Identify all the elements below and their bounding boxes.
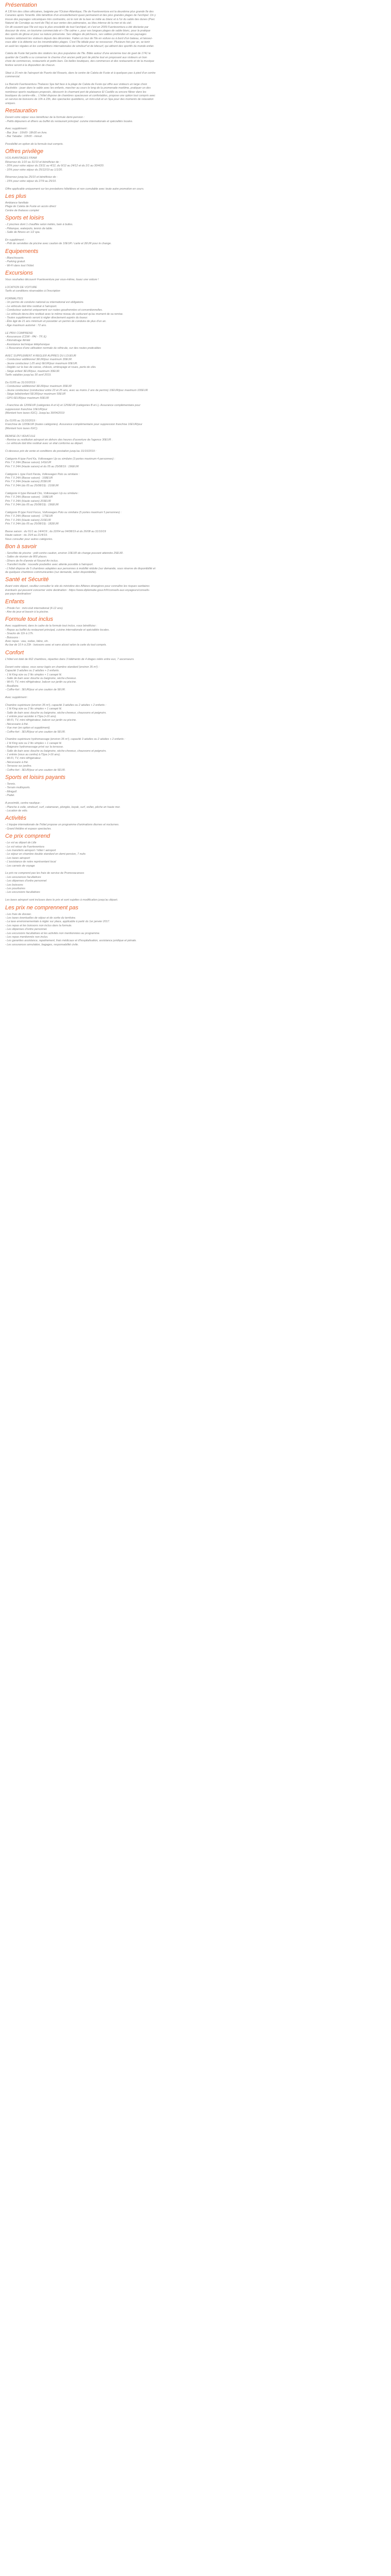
text-line: - Bouilloire.	[5, 684, 19, 688]
section-body	[5, 10, 386, 106]
text-line: d'activités : jouer dans le sable avec les enfants, marcher au cours le long de la promenade maritime, pratiquer un des	[5, 87, 151, 90]
text-line: - Planche à voile, windsurf, surf, catamaran, plongée, kayak, surf, voilier, pêche en haute mer.	[5, 805, 121, 809]
text-line: - Le véhicule doit être restitué à l'aéroport.	[5, 304, 57, 308]
blank-line	[5, 328, 386, 331]
text-line: Durant votre séjour, vous serez logés en chambre standard (environ 35 m²) :	[5, 665, 100, 669]
text-line: Vous souhaitez découvrir Fuerteventura par vous-même, louez une voiture !	[5, 278, 99, 281]
text-line: Tarifs et conditions réservables à l'inscription	[5, 290, 60, 293]
blank-line	[5, 446, 386, 450]
text-line: - Siège bébé/enfant 5EUR/jour maximum 50EUR	[5, 393, 66, 396]
blank-line	[5, 895, 386, 899]
section-title: Formule tout inclus	[5, 616, 53, 623]
text-line: Haute saison : du 15/4 au 21/4/19.	[5, 534, 48, 537]
text-line: - Les taxes aéroport	[5, 856, 30, 860]
blank-line	[5, 700, 386, 703]
text-line: - Salle de bain avec douche ou baignoire, sèche-cheveux.	[5, 676, 77, 680]
text-line: de quelques chambres communicantes (sur demande, selon disponibilité).	[5, 571, 97, 574]
text-line: - Aire de jeux et bassin à la piscine.	[5, 611, 49, 614]
text-line: - Bar Tabaibe : 10h00 - minuit.	[5, 135, 43, 139]
text-line: - Snacks de 11h à 17h.	[5, 632, 34, 636]
text-line: - Grand théâtre et espace spectacles.	[5, 827, 52, 831]
text-line: En supplément :	[5, 238, 25, 242]
text-line: des sports de glisse et pour sa nature préservée. Ses villages de pêcheurs, ses vallées profondes et ses paysages	[5, 33, 146, 37]
blank-line	[5, 798, 386, 802]
text-line: - La taxe environnementale à régler sur place, applicable à partir du 1er janvier 2017.	[5, 920, 110, 924]
section-body	[5, 841, 386, 903]
text-line: A proximité, centre nautique :	[5, 802, 41, 805]
text-line: festive seront à la disposition de chacun.	[5, 63, 56, 67]
section-body	[5, 552, 386, 574]
text-line: Naturel de Corralejo au nord de l'île) et aux vertes des palmeraies, au bleu intense de la mer et du ciel.	[5, 22, 132, 25]
text-line: lunaires séduisent les visiteurs depuis des décennies. Faites un tour de l'île en voiture ou à bord d'un bateau, et laissez-	[5, 37, 153, 40]
text-line: - Les frais de dossier.	[5, 912, 32, 916]
section-title: Les prix ne comprennent pas	[5, 904, 78, 911]
section-ce-prix-comprend	[5, 833, 386, 903]
blank-line	[5, 124, 386, 127]
text-line: AVEC SUPPLEMENT A REGLER AUPRES DU LOUEUR	[5, 354, 76, 358]
text-line: Franchise de 1200EUR (toutes catégories). Assurance complémentaire pour suppression franchise 16EUR/jour	[5, 423, 142, 427]
blank-line	[5, 416, 386, 419]
text-line: Avant votre départ, veuillez consulter le site du ministère des Affaires étrangères pour connaître les risques sanitaires	[5, 585, 150, 588]
text-line: - Les carnets de voyage	[5, 864, 35, 868]
text-line: - Siège enfant 3EUR/jour, maximum 30EUR.	[5, 369, 60, 373]
text-line: Prix 7 X 24H (Haute saison) et du 05 au 25/08/19 : 196EUR	[5, 465, 79, 468]
text-line: - Servi/bte de piscine : prêt contre caution, environ 10EUR de change pouvant atteindre 25EUR.	[5, 551, 124, 555]
text-line: Chambre supérieure hydromassage (environ 35 m²), capacité 3 adultes ou 2 adultes + 2 enfants :	[5, 738, 125, 741]
blank-line	[5, 431, 386, 434]
section-title: Offres privilège	[5, 148, 43, 155]
section-title: Bon à savoir	[5, 543, 37, 550]
text-line: Le Barceló Fuerteventura Thalasso Spa fait face à la plage de Caleta de Fuste qui offre aux visiteurs un large choix	[5, 82, 148, 86]
text-line: - Le véhicule doit être restitué avec un état conforme au départ.	[5, 442, 84, 446]
text-line: - 10% pour votre séjour du 25/12/19 au 1/1/20.	[5, 168, 63, 172]
text-line: - Nécessaire à thé.	[5, 722, 29, 726]
text-line: - Wi-Fi dans tout l'hôtel.	[5, 264, 35, 267]
text-line: Durant votre séjour vous bénéficiez de la formule demi-pension :	[5, 116, 85, 120]
text-line: - Transfert inutile : nouvelle poubelles avec attente possible à l'aéroport.	[5, 563, 94, 567]
text-line: douceur de vivre, un tourisme commerciale et « l'île calme », pour ses longues plages de sable blanc, pour la pratique	[5, 29, 151, 33]
text-line: Canaries après Tenerife. Elle bénéficie d'un ensoleillement quasi permanent et des plus grandes plages de l'archipel. On y	[5, 14, 156, 18]
text-line: Prix 7 X 24H (Basse saison) : 175EUR	[5, 515, 53, 518]
text-line: - Âge maximum autorisé : 72 ans.	[5, 324, 47, 327]
text-line: LOCATION DE VOITURE	[5, 285, 37, 289]
section-title: Excursions	[5, 269, 33, 276]
section-sante-et-securite	[5, 577, 386, 596]
text-line: Catégorie H type Renault Clio, Volkswagen Up ou similaire :	[5, 492, 79, 495]
text-line: - Salle de bain avec douche ou baignoire, sèche-cheveux, chaussons et peignoirs.	[5, 749, 107, 753]
text-line: - Les repas mentionnés non inclus.	[5, 936, 48, 939]
section-body	[5, 658, 386, 772]
text-line: - Prixde l'un : mini-club international (4-12 ans).	[5, 606, 63, 610]
section-body	[5, 157, 386, 191]
text-line: - Les excursions facultatives	[5, 891, 40, 894]
text-line: - Les garanties assistance, rapatriement, frais médicaux et d'hospitalisation, assistance juridique et pénale.	[5, 939, 137, 943]
text-line: - Salle de fitness en 1/2 spa.	[5, 231, 41, 234]
text-line: uniques.	[5, 101, 16, 105]
text-line: - Le vol retour de Fuerteventura	[5, 845, 44, 849]
section-sports-et-loisirs	[5, 215, 386, 246]
text-line: - 1 entrée (vous au centre) à l'Spa (+16 ans).	[5, 753, 61, 757]
text-line: - Location de vélo.	[5, 809, 28, 812]
blank-line	[5, 868, 386, 872]
text-line: Le prix ne comprend pas les frais de service de Promovacances	[5, 872, 85, 875]
section-title: Enfants	[5, 598, 25, 605]
blank-line	[5, 507, 386, 511]
text-line: Chambre supérieure (environ 35 m²), capacité 3 adultes ou 2 adultes + 2 enfants :	[5, 703, 106, 707]
text-line: - Assurances (CDW - PAI - TP, E)	[5, 335, 46, 339]
text-line: (Montant hors taxes IGIC). Jusqu'au 30/04/2019	[5, 412, 64, 415]
section-excursions	[5, 270, 386, 541]
text-line: Les taxes aéroport sont incluses dans le prix et sont sujettes à modification jusqu'au départ.	[5, 899, 118, 902]
section-les-plus	[5, 193, 386, 213]
text-line: Capacité 3 adultes ou 2 adultes + 2 enfants.	[5, 669, 60, 673]
text-line: Avec supplément :	[5, 696, 28, 699]
text-line: quartier de Castillo a su conserver le charme d'un ancien petit port de pêche tout en proposant aux visiteurs un bon	[5, 56, 147, 59]
blank-line	[5, 351, 386, 354]
text-line: - Être âgé de 21 ans minimum et posséder un permis de conduire de plus d'un an.	[5, 320, 107, 324]
text-line: Caleta de Fuste fait partie des stations les plus populaires de l'île. Bâtie autour d'une ancienne tour de guet de 1741 le	[5, 52, 151, 56]
blank-line	[5, 48, 386, 52]
text-line: - L'Assurance d'une utilisation normale du véhicule, sur des routes praticables	[5, 347, 101, 350]
text-line: - Franchise de 1200EUR (catégories A et H) et 1250EUR (catégories B et L). Assurance complémentaire pour	[5, 404, 141, 408]
section-body	[5, 201, 386, 213]
text-line: - Dégâts sur le bas de caisse, châssis, embrayage et roues, perte de clés.	[5, 366, 96, 369]
text-line: Au bar de 10 h à 23h : boissons avec et sans alcool selon la carte du tout compris.	[5, 643, 107, 647]
text-line: VOS AVANTAGES FRAM	[5, 157, 37, 160]
section-activites	[5, 815, 386, 831]
section-title: Confort	[5, 649, 24, 656]
section-body	[5, 257, 386, 268]
text-line: - Jeune conducteur (-25 ans) 6EUR/jour maximum 60EUR.	[5, 362, 78, 365]
text-line: - Jeune conducteur (conducteur entre 23 et 25 ans, avec au moins 2 ans de permis) 10EUR/jour maximum 100EUR	[5, 388, 148, 392]
section-body	[5, 607, 386, 615]
text-line: Avec supplément :	[5, 127, 28, 131]
blank-line	[5, 172, 386, 176]
blank-line	[5, 488, 386, 492]
text-line: Du 01/05 au 31/10/2019 :	[5, 381, 37, 384]
text-line: Avec supplément, dans le cadre de la formule tout inclus, vous bénéficiez :	[5, 624, 97, 628]
text-line: - Wi-Fi, TV, mini réfrigérateur, balcon sur jardin ou piscine.	[5, 719, 77, 722]
text-line: Tarifs valables jusqu'au 30 avril 2019.	[5, 374, 52, 377]
text-line: - Assistance technique téléphonique	[5, 343, 50, 346]
text-line: - 15% pour votre séjour du 27/9 au 25/10.	[5, 179, 57, 183]
text-line: - Coffre-fort : 3EUR/jour et une caution de 5EUR.	[5, 688, 66, 692]
text-line: - Padel.	[5, 794, 15, 798]
section-body	[5, 223, 386, 246]
section-sports-et-loisirs-payants	[5, 774, 386, 813]
blank-line	[5, 139, 386, 143]
section-body	[5, 624, 386, 647]
text-line: - Un permis de conduire national ou international est obligatoire.	[5, 301, 84, 304]
text-line: choix de commerces, restaurants et petits bars. De belles boutiques, des commerces et des restaurants et de la musique	[5, 60, 154, 63]
text-line: - Coffre-fort : 3EUR/jour et une caution de 5EUR.	[5, 730, 66, 734]
text-line: commercial.	[5, 75, 21, 78]
section-enfants	[5, 599, 386, 615]
blank-line	[5, 662, 386, 665]
text-line: REMISE DU VEHICULE	[5, 434, 36, 438]
section-bon-a-savoir	[5, 544, 386, 574]
text-line: Réservez jusqu'au 25/10 et bénéficiez de :	[5, 176, 58, 179]
blank-line	[5, 235, 386, 239]
text-line: nombreux sports nautiques proposés, découvrir le charmant port de plaisance El Castillo ou encore flâner dans les	[5, 90, 146, 94]
text-line: (Montant hors taxes IGIC).	[5, 427, 38, 430]
text-line: boutiques du centre-ville... L'hôtel dispose de chambres spacieuses et confortables, propose une option tout compris avec	[5, 94, 156, 97]
text-line: suppression franchise 10EUR/jour	[5, 408, 47, 411]
blank-line	[5, 734, 386, 738]
text-line: Prix 7 X 24H (Haute saison) 203EUR	[5, 480, 51, 484]
section-title: Activités	[5, 815, 26, 822]
text-line: Possibilité en option de la formule tout compris.	[5, 143, 63, 146]
text-line: - Les pourboires	[5, 887, 25, 890]
blank-line	[5, 183, 386, 187]
text-line: Situé à 15 min de l'aéroport de Puerto del Rosario, dans le centre de Caleta de Fuste et à quelques pas à pied d'un centre	[5, 71, 156, 75]
text-line: - Les taxes éventuelles de séjour et de sortie du territoire.	[5, 917, 76, 920]
text-line: Réservez du 1/10 au 31/10 et bénéficiez de :	[5, 160, 60, 164]
text-line: - Minigolf.	[5, 790, 18, 793]
text-line: - Kilométrage illimité	[5, 339, 30, 343]
text-line: - L'équipe internationale de l'hôtel propose un programme d'animations diurnes et nocturnes.	[5, 823, 120, 827]
text-line: - Nécessaire à thé.	[5, 760, 29, 764]
section-body	[5, 783, 386, 813]
section-offres-privilege	[5, 148, 386, 191]
section-restauration	[5, 108, 386, 146]
blank-line	[5, 67, 386, 71]
text-line: Prix 7 X 24H (du 05 au 25/08/19) : 210EUR	[5, 484, 59, 487]
section-title: Présentation	[5, 2, 37, 8]
text-line: Prix 7 X 24H (du 05 au 25/08/19) : 196EUR	[5, 503, 59, 506]
text-line: par-pays-destination/	[5, 592, 31, 596]
text-line: - Wi-Fi, TV, mini réfrigérateur.	[5, 757, 42, 760]
text-line: - Tennis.	[5, 783, 16, 786]
section-title: Santé et Sécurité	[5, 577, 49, 583]
blank-line	[5, 79, 386, 82]
text-line: - Les boissons	[5, 883, 23, 887]
text-line: - 1 lit King size ou 2 lits simples + 1 canapé lit.	[5, 707, 62, 711]
text-line: - Conducteur autorisé uniquement sur routes goudronnées et conventionnelles.	[5, 309, 103, 312]
text-line: - Terrain multisports.	[5, 786, 30, 790]
blank-line	[5, 400, 386, 404]
text-line: Prix 7 X 24H (Basse saison) 141EUR	[5, 461, 52, 465]
text-line: Basse saison : du 01/1 au 14/4/19 ; du 22/04 au 04/08/19 et du 26/08 au 31/10/19	[5, 530, 106, 533]
section-body	[5, 823, 386, 831]
text-line: Catégorie L type Ford Fiesta, Volkswagen Polo ou similaire :	[5, 472, 80, 476]
text-line: L'hôtel est doté de 662 chambres, réparties dans 3 bâtiments de 4 étages reliés entre eux, 7 ascenseurs.	[5, 657, 135, 661]
text-line: - 20% pour votre séjour du 23/11 au 4/12, du 9/12 au 24/12 et du 2/1 au 30/4/20.	[5, 164, 105, 168]
text-line: - Boissons :	[5, 636, 20, 639]
text-line: - Les transferts aéroport / hôtel / aéroport	[5, 849, 56, 852]
text-line: Catégorie A type Ford Ka, Volkswagen Up ou similaire (3 portes maximum 4 personnes) :	[5, 457, 116, 461]
section-equipements	[5, 248, 386, 268]
text-line: - Les excursions facultatives et les activités non mentionnées au programme.	[5, 931, 100, 935]
text-line: - L'hôtel dispose de 5 chambres adaptées aux personnes à mobilité réduite (sur demande, sous réserve de disponibilité et	[5, 567, 156, 570]
text-line: - Dîners de fin d'année et Nouvel An inclus.	[5, 559, 59, 563]
text-line: un service de boissons de 10h à 23h, des spectacles quotidiens, un mini-club et un Spa pour des moments de relaxation	[5, 98, 154, 101]
text-line: - Salles de réunion de 800 places.	[5, 555, 47, 559]
text-line: - Les dépenses d'ordre personnel	[5, 879, 47, 883]
text-line: en août les régates et les compétitions internationales de windsurf et de kitesurf, qui attirent des sportifs du monde entier.	[5, 44, 154, 48]
text-line: Du 01/05 au 31/10/2019 :	[5, 419, 37, 422]
text-line: - Conducteur additionnel 3EUR/jour maximum 30EUR	[5, 385, 72, 388]
text-line: Prix 7 X 24H (du 05 au 25/08/19) : 182EUR	[5, 522, 59, 526]
text-line: LE PRIX COMPREND	[5, 331, 33, 335]
text-line: - 1 entrée pour accéder à l'Spa (+16 ans).	[5, 715, 57, 718]
text-line: FORMALITES	[5, 297, 23, 300]
text-line: - Pétanque, waterpolo, tennis de table.	[5, 227, 53, 230]
blank-line	[5, 294, 386, 297]
blank-line	[5, 526, 386, 530]
section-formule-tout-inclus	[5, 616, 386, 647]
text-line: - Repas au buffet du restaurant principal, cuisine internationale et spécialités locales.	[5, 628, 110, 632]
text-line: - 1 lit King size ou 2 lits simples + 1 canapé lit.	[5, 741, 62, 745]
text-line: Ambiance familiale	[5, 201, 29, 205]
text-line: Plage de Caleta de Fuste en accès direct	[5, 205, 56, 209]
section-body	[5, 913, 386, 947]
text-line: Prix 7 X 24H (Basse saison) : 168EUR	[5, 496, 53, 499]
text-line: - Les repas et les boissons non inclus dans la formule.	[5, 924, 72, 927]
section-title: Equipements	[5, 248, 39, 255]
text-line: - Le vol au départ de Lille	[5, 841, 37, 845]
section-les-prix-ne-comprennent-pas	[5, 905, 386, 947]
text-line: - Parking gratuit.	[5, 260, 26, 264]
section-presentation	[5, 2, 386, 106]
section-title: Sports et loisirs payants	[5, 774, 66, 781]
text-line: - Le séjour en chambre double standard en demi-pension, 7 nuits	[5, 853, 86, 856]
text-line: Prix 7 X 24H (Haute saison) 210EUR	[5, 518, 51, 522]
text-line: Centre de thalasso complet	[5, 209, 39, 212]
text-line: - Salle de bain avec douche ou baignoire, sèche-cheveux, chaussons et peignoirs.	[5, 711, 107, 715]
text-line: - Bar Jirar : 10h00- 18h30 en livre.	[5, 131, 47, 134]
text-line: - 1 lit King size ou 2 lits simples + 1 canapé lit.	[5, 673, 62, 676]
blank-line	[5, 378, 386, 381]
section-title: Les plus	[5, 193, 26, 200]
section-body	[5, 278, 386, 541]
text-line: - Petits déjeuners et dîners au buffet du restaurant principal: cuisine internationale et spécialités locales.	[5, 120, 133, 123]
section-title: Restauration	[5, 108, 38, 114]
text-line: - L'assistance de notre représentant local	[5, 860, 56, 864]
text-line: Offre applicable uniquement sur les prestations hôtelières et non cumulable avec toute autre promotion en cours.	[5, 187, 144, 191]
text-line: - Baignoire hydromassage privé sur la terrasse.	[5, 745, 64, 749]
text-line: - Les assurances annulation, bagages, responsabilité civile.	[5, 943, 79, 946]
section-title: Sports et loisirs	[5, 215, 44, 222]
blank-line	[5, 692, 386, 696]
text-line: éventuels qui peuvent concerner votre destination : https://www.diplomatie.gouv.fr/fr/conseils-aux-voyageurs/conseils-	[5, 588, 150, 592]
text-line: - Le véhicule devra être restitué avec le même niveau de carburant qu'au moment de sa remise.	[5, 312, 124, 316]
text-line: - Wi-Fi, TV, mini réfrigérateur, balcon sur jardin ou piscine.	[5, 681, 77, 684]
text-line: trouve des paysages volcaniques très contrastés, où le noir de la lave se mêle au blanc et à l'or du sable des dunes (Parc	[5, 18, 155, 21]
text-line: - Remise ou restitution aéroport en dehors des heures d'ouverture de l'agence 30EUR .	[5, 438, 113, 442]
text-line: Prix 7 X 24H (Basse saison) : 168EUR	[5, 477, 53, 480]
text-line: - Les dépenses d'ordre personnel.	[5, 928, 47, 931]
text-line: - 2 piscines dont 1 chauffée selon météo, bain à bulles.	[5, 223, 73, 227]
text-line: - Conducteur additionnel 3EUR/jour maximum 30EUR.	[5, 358, 73, 362]
text-line: - Vue mer (en option et supplément).	[5, 726, 51, 730]
text-line: - Coffre-fort : 3EUR/jour et une caution de 5EUR.	[5, 768, 66, 772]
text-line: Prix 7 X 24H (Haute saison) 203EUR	[5, 499, 51, 503]
text-line: Catégorie B type Ford Focus, Volkswagen Polo ou similaire (5 portes maximum 5 personnes) :	[5, 511, 122, 514]
text-line: - Terrasse sur jardins.	[5, 765, 32, 768]
text-line: On dit souvent que l'île est reçu le plus ensoleillé de tout l'archipel, et c'est en 2009 Fuerteventura a été déclarée par	[5, 25, 149, 29]
text-line: A 130 km des côtes africaines, baignée par l'Océan Atlantique, l'île de Fuerteventura est la deuxième plus grande île des	[5, 10, 154, 13]
text-line: Nous consulter pour autres catégories.	[5, 537, 53, 541]
section-confort	[5, 650, 386, 772]
text-line: - Les assurances facultatives	[5, 875, 41, 879]
text-line: - GPS 6EUR/jour maximum 50EUR	[5, 396, 49, 400]
section-body	[5, 116, 386, 146]
section-title: Ce prix comprend	[5, 833, 50, 840]
text-line: - Toutes suppléments seront à régler directement auprès du loueur.	[5, 316, 88, 319]
section-body	[5, 585, 386, 596]
blank-line	[5, 469, 386, 472]
text-line: - Blanchisserie.	[5, 256, 24, 260]
text-line: Ci-dessous prix de vente et conditions de prestation jusqu'au 31/10/2019 :	[5, 450, 96, 453]
text-line: vous aller à la détente sur les innombrables plages. C'est l'île idéale pour se ressourcer. Plusieurs fois par an, se tenir	[5, 41, 150, 44]
text-line: - Prêt de serviettes de piscine avec caution de 10EUR / carte et 2EUR pour le change.	[5, 242, 112, 246]
blank-line	[5, 282, 386, 285]
text-line: Avec repas : eau, sodas, bière, vin.	[5, 640, 49, 643]
blank-line	[5, 454, 386, 457]
